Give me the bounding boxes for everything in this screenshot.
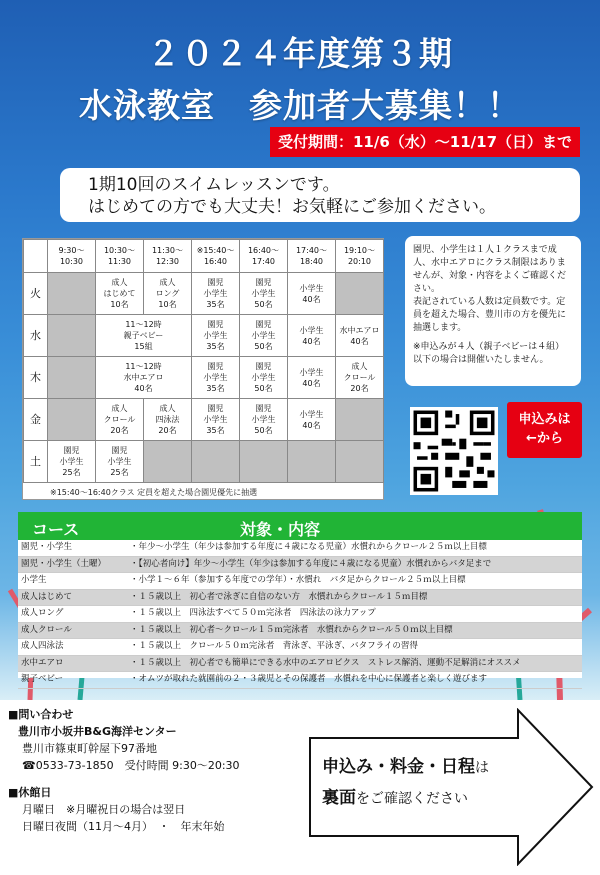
class-slot: 園児 小学生 25名 [96, 441, 144, 483]
apply-here-line-2: ←から [526, 431, 563, 446]
course-row [18, 540, 582, 557]
class-slot: 成人 クロール 20名 [336, 357, 384, 399]
contact-heading: ■問い合わせ [8, 708, 74, 721]
time-header: ※15:40～ 16:40 [192, 240, 240, 273]
course-row [18, 590, 582, 607]
course-row [18, 606, 582, 623]
class-slot: 園児 小学生 25名 [48, 441, 96, 483]
course-name: 成人四泳法 [21, 641, 64, 651]
class-slot: 11～12時 親子ベビー 15組 [96, 315, 192, 357]
class-slot: 園児 小学生 35名 [192, 273, 240, 315]
empty-slot [336, 273, 384, 315]
closed-heading: ■休館日 [8, 786, 52, 799]
qr-code[interactable] [410, 407, 498, 495]
course-name: 成人はじめて [21, 591, 73, 602]
empty-slot [240, 441, 288, 483]
contact-address: 豊川市篠東町幹屋下97番地 [22, 742, 157, 755]
course-row [18, 672, 582, 689]
intro-line-2: はじめての方でも大丈夫！お気軽にご参加ください。 [88, 197, 496, 217]
course-row [18, 573, 582, 590]
day-label: 金 [24, 399, 48, 441]
back-notice-part3: 裏面 [322, 788, 356, 808]
content-header-label: 対象・内容 [240, 520, 321, 539]
empty-slot [48, 357, 96, 399]
day-label: 土 [24, 441, 48, 483]
contact-info [8, 706, 298, 864]
day-label: 木 [24, 357, 48, 399]
closed-days-1: 月曜日 ※月曜祝日の場合は翌日 [22, 803, 186, 816]
contact-org: 豊川市小坂井B&G海洋センター [18, 725, 177, 738]
class-slot: 園児 小学生 50名 [240, 357, 288, 399]
qr-code-icon [410, 407, 498, 495]
title-line-2: 水泳教室 参加者大募集！！ [79, 86, 521, 125]
empty-slot [48, 315, 96, 357]
back-notice-part2: は [475, 760, 489, 776]
course-desc: ・【初心者向け】年少～小学生（年少は参加する年度に４歳になる児童）水慣れからバタ足まで [130, 558, 492, 569]
time-header: 16:40～ 17:40 [240, 240, 288, 273]
application-period: 受付期間：11/6（水）～11/17（日）まで [270, 127, 580, 157]
class-slot: 園児 小学生 35名 [192, 357, 240, 399]
class-slot: 成人 四泳法 20名 [144, 399, 192, 441]
course-name: 成人クロール [21, 624, 72, 635]
contact-phone: ☎0533-73-1850 受付時間 9:30～20:30 [22, 759, 240, 772]
notice-p1: 園児、小学生は１人１クラスまで成人、水中エアロにクラス制限はありませんが、対象・内容をよくご確認ください。 [413, 245, 567, 294]
class-slot: 成人 はじめて 10名 [96, 273, 144, 315]
empty-slot [288, 441, 336, 483]
course-name: 水中エアロ [21, 657, 64, 668]
class-slot: 園児 小学生 50名 [240, 399, 288, 441]
course-row [18, 557, 582, 574]
schedule-table [22, 238, 384, 500]
class-slot: 園児 小学生 35名 [192, 315, 240, 357]
course-row [18, 656, 582, 673]
course-name: 成人ロング [21, 608, 64, 618]
class-slot: 小学生 40名 [288, 357, 336, 399]
empty-slot [144, 441, 192, 483]
course-desc: ・１５歳以上 初心者～クロール１５ｍ完泳者 水慣れからクロール５０ｍ以上目標 [130, 624, 453, 635]
class-slot: 小学生 40名 [288, 399, 336, 441]
time-header: 19:10～ 20:10 [336, 240, 384, 273]
empty-slot [192, 441, 240, 483]
intro-line-1: 1期10回のスイムレッスンです。 [88, 175, 340, 195]
back-page-notice [322, 752, 572, 814]
empty-slot [48, 399, 96, 441]
title-line-1: ２０２４年度第３期 [147, 34, 453, 73]
empty-slot [48, 273, 96, 315]
notice-box [405, 236, 581, 386]
closed-days-2: 日曜日夜間（11月～4月） ・ 年末年始 [22, 820, 225, 833]
class-slot: 小学生 40名 [288, 315, 336, 357]
apply-here-label [507, 402, 582, 458]
schedule-corner [24, 240, 48, 273]
class-slot: 園児 小学生 35名 [192, 399, 240, 441]
course-name: 親子ベビー [21, 674, 64, 684]
class-slot: 園児 小学生 50名 [240, 273, 288, 315]
course-desc: ・１５歳以上 初心者で泳ぎに自信のない方 水慣れからクロール１５ｍ目標 [130, 591, 428, 602]
course-name: 園児・小学生 [21, 542, 73, 552]
day-label: 水 [24, 315, 48, 357]
empty-slot [336, 441, 384, 483]
course-row [18, 623, 582, 640]
time-header: 17:40～ 18:40 [288, 240, 336, 273]
notice-p3: ※申込みが４人（親子ベビーは４組）以下の場合は開催いたしません。 [413, 342, 565, 365]
course-table-header [18, 512, 582, 540]
course-table [18, 512, 582, 684]
day-label: 火 [24, 273, 48, 315]
time-header: 10:30～ 11:30 [96, 240, 144, 273]
course-header-label: コース [32, 520, 80, 539]
course-desc: ・１５歳以上 クロール５０ｍ完泳者 背泳ぎ、平泳ぎ、バタフライの習得 [130, 641, 418, 651]
back-notice-part1: 申込み・料金・日程 [322, 757, 475, 777]
back-notice-part4: をご確認ください [356, 791, 468, 807]
course-row [18, 639, 582, 656]
class-slot: 小学生 40名 [288, 273, 336, 315]
empty-slot [336, 399, 384, 441]
course-desc: ・１５歳以上 初心者でも簡単にできる水中のエアロビクス ストレス解消、運動不足解消にオススメ [130, 657, 521, 668]
class-slot: 成人 クロール 20名 [96, 399, 144, 441]
time-header: 9:30～ 10:30 [48, 240, 96, 273]
class-slot: 水中エアロ 40名 [336, 315, 384, 357]
course-desc: ・オムツが取れた就園前の２・３歳児とその保護者 水慣れを中心に保護者と楽しく遊びます [130, 674, 488, 684]
time-header: 11:30～ 12:30 [144, 240, 192, 273]
intro-box [60, 168, 580, 222]
notice-p2: 表記されている人数は定員数です。定員を超えた場合、豊川市の方を優先に抽選します。 [413, 297, 567, 333]
course-name: 園児・小学生（土曜） [21, 558, 107, 569]
course-desc: ・小学１～６年（参加する年度での学年）・水慣れ バタ足からクロール２５ｍ以上目標 [130, 575, 466, 585]
class-slot: 11～12時 水中エアロ 40名 [96, 357, 192, 399]
schedule-note: ※15:40～16:40クラス 定員を超えた場合園児優先に抽選 [50, 488, 258, 497]
class-slot: 園児 小学生 50名 [240, 315, 288, 357]
course-desc: ・１５歳以上 四泳法すべて５０ｍ完泳者 四泳法の泳力アップ [130, 608, 376, 618]
course-name: 小学生 [21, 575, 47, 585]
apply-here-line-1: 申込みは [518, 412, 571, 427]
class-slot: 成人 ロング 10名 [144, 273, 192, 315]
course-desc: ・年少～小学生（年少は参加する年度に４歳になる児童）水慣れからクロール２５ｍ以上目標 [130, 542, 487, 552]
